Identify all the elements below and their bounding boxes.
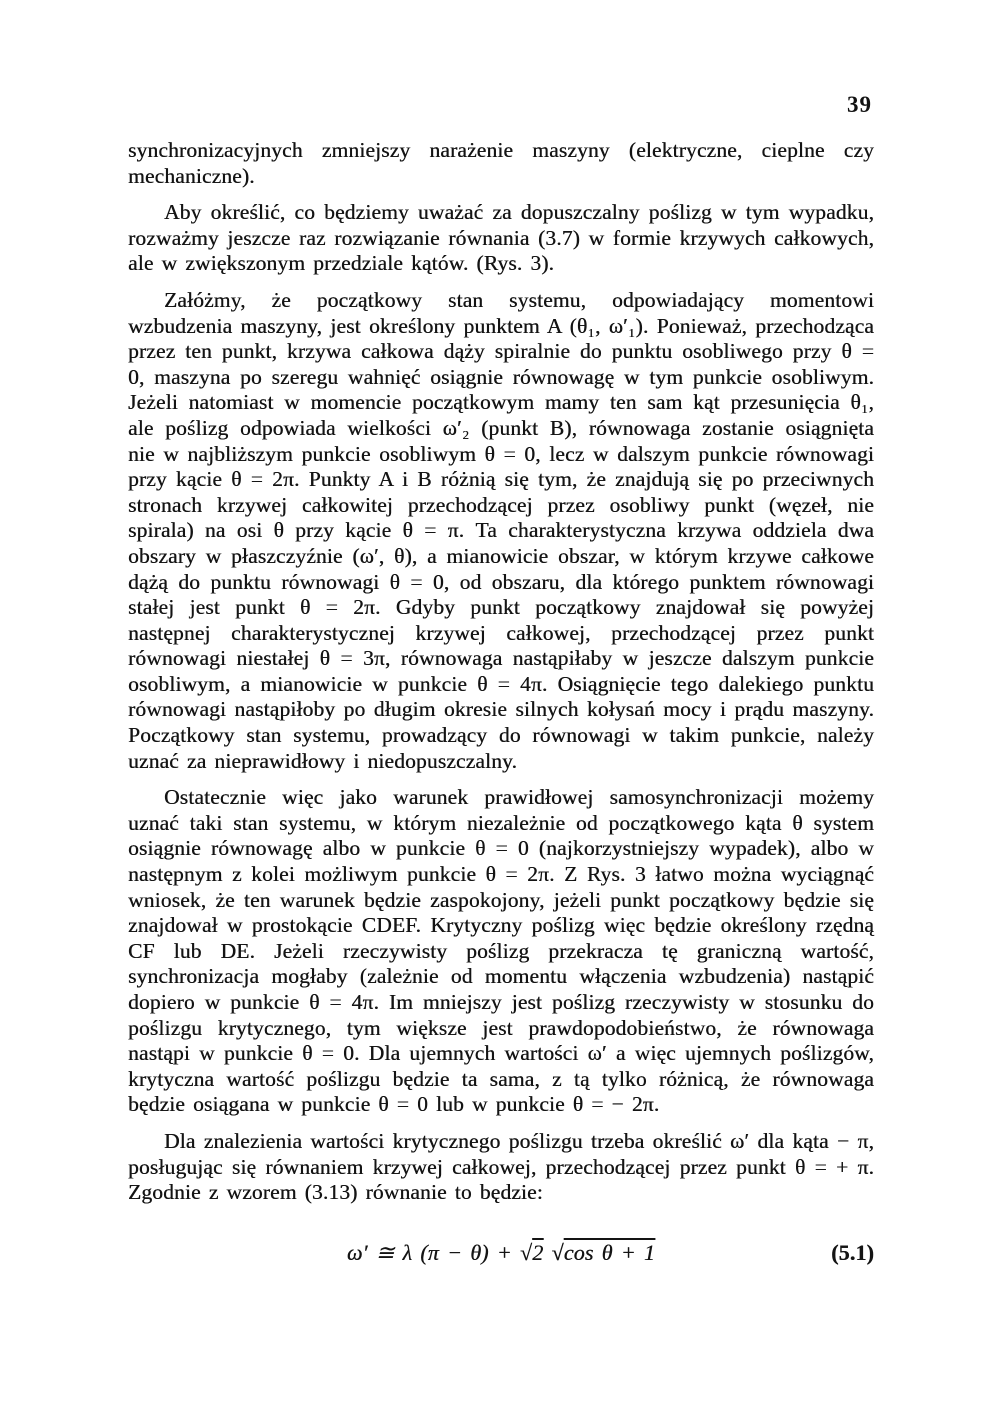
equation-number: (5.1) (831, 1239, 874, 1265)
equation-body: ω′ ≅ λ (π − θ) + √2 √cos θ + 1 (346, 1239, 656, 1265)
paragraph-zalozmy: Załóżmy, że początkowy stan systemu, odpowiadający momentowi wzbudzenia maszyny, jest określony punktem A (θ₁, ω′₁). Ponieważ, przechodząca przez ten punkt, krzywa całkowa dąży spiralnie do punktu osobliwego przy θ = 0, maszyna po szeregu wahnięć osiągnie równowagę w tym punkcie osobliwym. Jeżeli natomiast w momencie początkowym mamy ten sam kąt przesunięcia θ₁, ale poślizg odpowiada wielkości ω′₂ (punkt B), równowaga zostanie osiągnięta nie w najbliższym punkcie osobliwym θ = 0, lecz w dalszym punkcie równowagi przy kącie θ = 2π. Punkty A i B różnią się tym, że znajdują się po przeciwnych stronach krzywej całkowitej przechodzącej przez osobliwy punkt (węzeł, nie spirala) na osi θ przy kącie θ = π. Ta charakterystyczna krzywa oddziela dwa obszary w płaszczyźnie (ω′, θ), a mianowicie obszar, w którym krzywe całkowe dążą do punktu równowagi θ = 0, od obszaru, dla którego punktem równowagi stałej jest punkt θ = 2π. Gdyby punkt początkowy znajdował się powyżej następnej charakterystycznej krzywej całkowej, przechodzącej przez punkt równowagi niestałej θ = 3π, równowaga nastąpiłaby w jeszcze dalszym punkcie osobliwym, a mianowicie w punkcie θ = 4π. Osiągnięcie tego dalekiego punktu równowagi nastąpiłoby po długim okresie silnych kołysań mocy i prądu maszyny. Początkowy stan systemu, prowadzący do równowagi w takim punkcie, należy uznać za nieprawidłowy i niedopuszczalny. (128, 287, 874, 773)
page-number: 39 (847, 92, 872, 117)
radicand-cos-theta-plus-1: cos θ + 1 (563, 1239, 656, 1265)
paragraph-ostatecznie: Ostatecznie więc jako warunek prawidłowej samosynchronizacji możemy uznać taki stan systemu, w którym niezależnie od początkowego kąta θ system osiągnie równowagę albo w punkcie θ = 0 (najkorzystniejszy wypadek), albo w następnym z kolei możliwym punkcie θ = 2π. Z Rys. 3 łatwo można wyciągnąć wniosek, że ten warunek będzie zaspokojony, jeżeli punkt początkowy będzie się znajdował w prostokącie CDEF. Krytyczny poślizg więc będzie określony rzędną CF lub DE. Jeżeli rzeczywisty poślizg przekracza tę graniczną wartość, synchronizacja mogłaby (zależnie od momentu włączenia wzbudzenia) nastąpić dopiero w punkcie θ = 4π. Im mniejszy jest poślizg rzeczywisty w stosunku do poślizgu krytycznego, tym większe jest prawdopodobieństwo, że równowaga nastąpi w punkcie θ = 0. Dla ujemnych wartości ω′ a więc ujemnych poślizgów, krytyczna wartość poślizgu będzie ta sama, z tą tylko różnicą, że równowaga będzie osiągana w punkcie θ = 0 lub w punkcie θ = − 2π. (128, 785, 874, 1117)
body-text (128, 138, 874, 1265)
paragraph-continuation: synchronizacyjnych zmniejszy narażenie maszyny (elektryczne, cieplne czy mechaniczne). (128, 138, 874, 188)
paragraph-dla-znalezienia: Dla znalezienia wartości krytycznego poślizgu trzeba określić ω′ dla kąta − π, posługując się równaniem krzywej całkowej, przechodzącej przez punkt θ = + π. Zgodnie z wzorem (3.13) równanie to będzie: (128, 1128, 874, 1205)
equation-5-1 (128, 1240, 874, 1266)
radicand-2: 2 (532, 1239, 544, 1265)
paragraph-aby-okreslic: Aby określić, co będziemy uważać za dopuszczalny poślizg w tym wypadku, rozważmy jeszcze raz rozwiązanie równania (3.7) w formie krzywych całkowych, ale w zwiększonym przedziale kątów. (Rys. 3). (128, 200, 874, 276)
